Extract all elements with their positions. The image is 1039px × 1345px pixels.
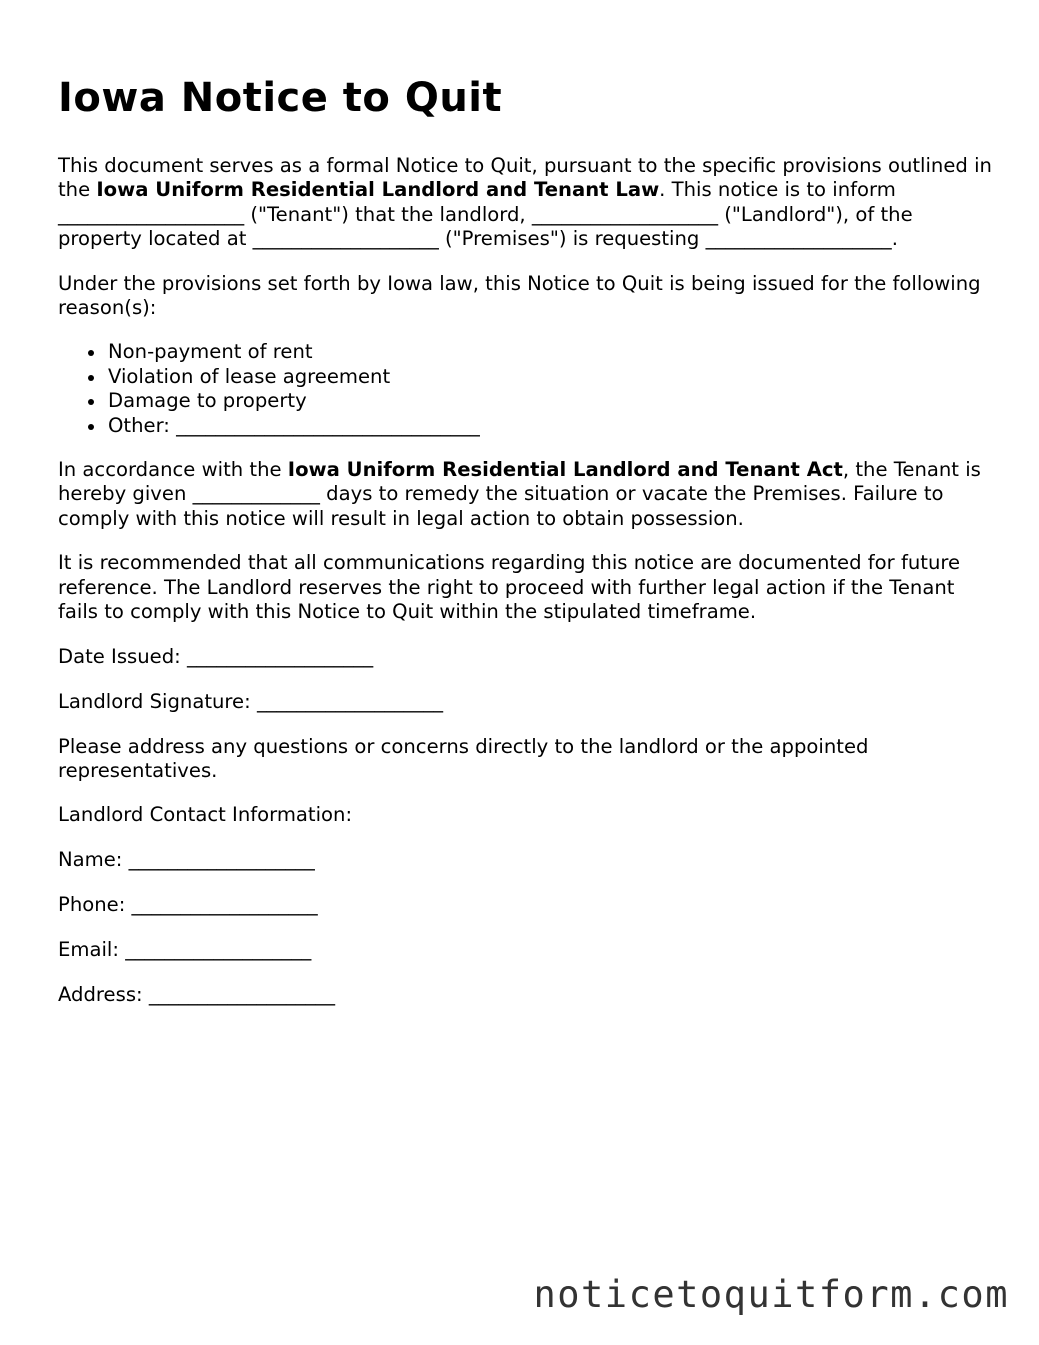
recommendation-paragraph: It is recommended that all communications regarding this notice are documented for future reference. The Landlord reserves the right to proceed with further legal action if the Tenant fails to comply with this Notice to Quit within the stipulated timeframe.: [58, 551, 961, 624]
landlord-signature-field: Landlord Signature: ___________________: [58, 689, 444, 713]
list-item: Violation of lease agreement: [108, 365, 998, 389]
contact-heading: Landlord Contact Information:: [58, 803, 353, 827]
accordance-text-end: , the Tenant is hereby given _____________ days to remedy the situation or vacate the Premises. Failure to comply with this notice will result in legal action to obtain possession.: [58, 458, 981, 530]
document-page: [58, 70, 998, 1028]
intro-paragraph: [58, 154, 998, 252]
site-watermark: noticetoquitform.com: [533, 1273, 1009, 1316]
act-name: Iowa Uniform Residential Landlord and Tenant Act: [287, 458, 843, 482]
intro-text-end: . This notice is to inform ___________________ ("Tenant") that the landlord, ___________________ ("Landlord"), of the property located at ___________________ ("Premises") is requesting ___________________.: [58, 178, 913, 251]
contact-address-field: Address: ___________________: [58, 983, 336, 1007]
law-name: Iowa Uniform Residential Landlord and Tenant Law: [96, 178, 660, 202]
contact-name-field: Name: ___________________: [58, 848, 315, 872]
intro-text-start: This document serves as a formal Notice to Quit, pursuant to the specific provisions outlined in the: [58, 154, 992, 202]
date-issued-field: Date Issued: ___________________: [58, 644, 374, 668]
list-item: Damage to property: [108, 389, 998, 413]
list-item: Other: _______________________________: [108, 414, 998, 438]
accordance-paragraph: [58, 458, 998, 531]
contact-email-field: Email: ___________________: [58, 938, 312, 962]
list-item: Non-payment of rent: [108, 340, 998, 364]
accordance-text-start: In accordance with the: [58, 458, 288, 482]
contact-phone-field: Phone: ___________________: [58, 893, 318, 917]
questions-paragraph: Please address any questions or concerns directly to the landlord or the appointed representatives.: [58, 734, 869, 782]
reasons-list: [58, 340, 998, 438]
document-title: Iowa Notice to Quit: [58, 75, 503, 121]
reasons-intro: Under the provisions set forth by Iowa law, this Notice to Quit is being issued for the following reason(s):: [58, 271, 981, 320]
